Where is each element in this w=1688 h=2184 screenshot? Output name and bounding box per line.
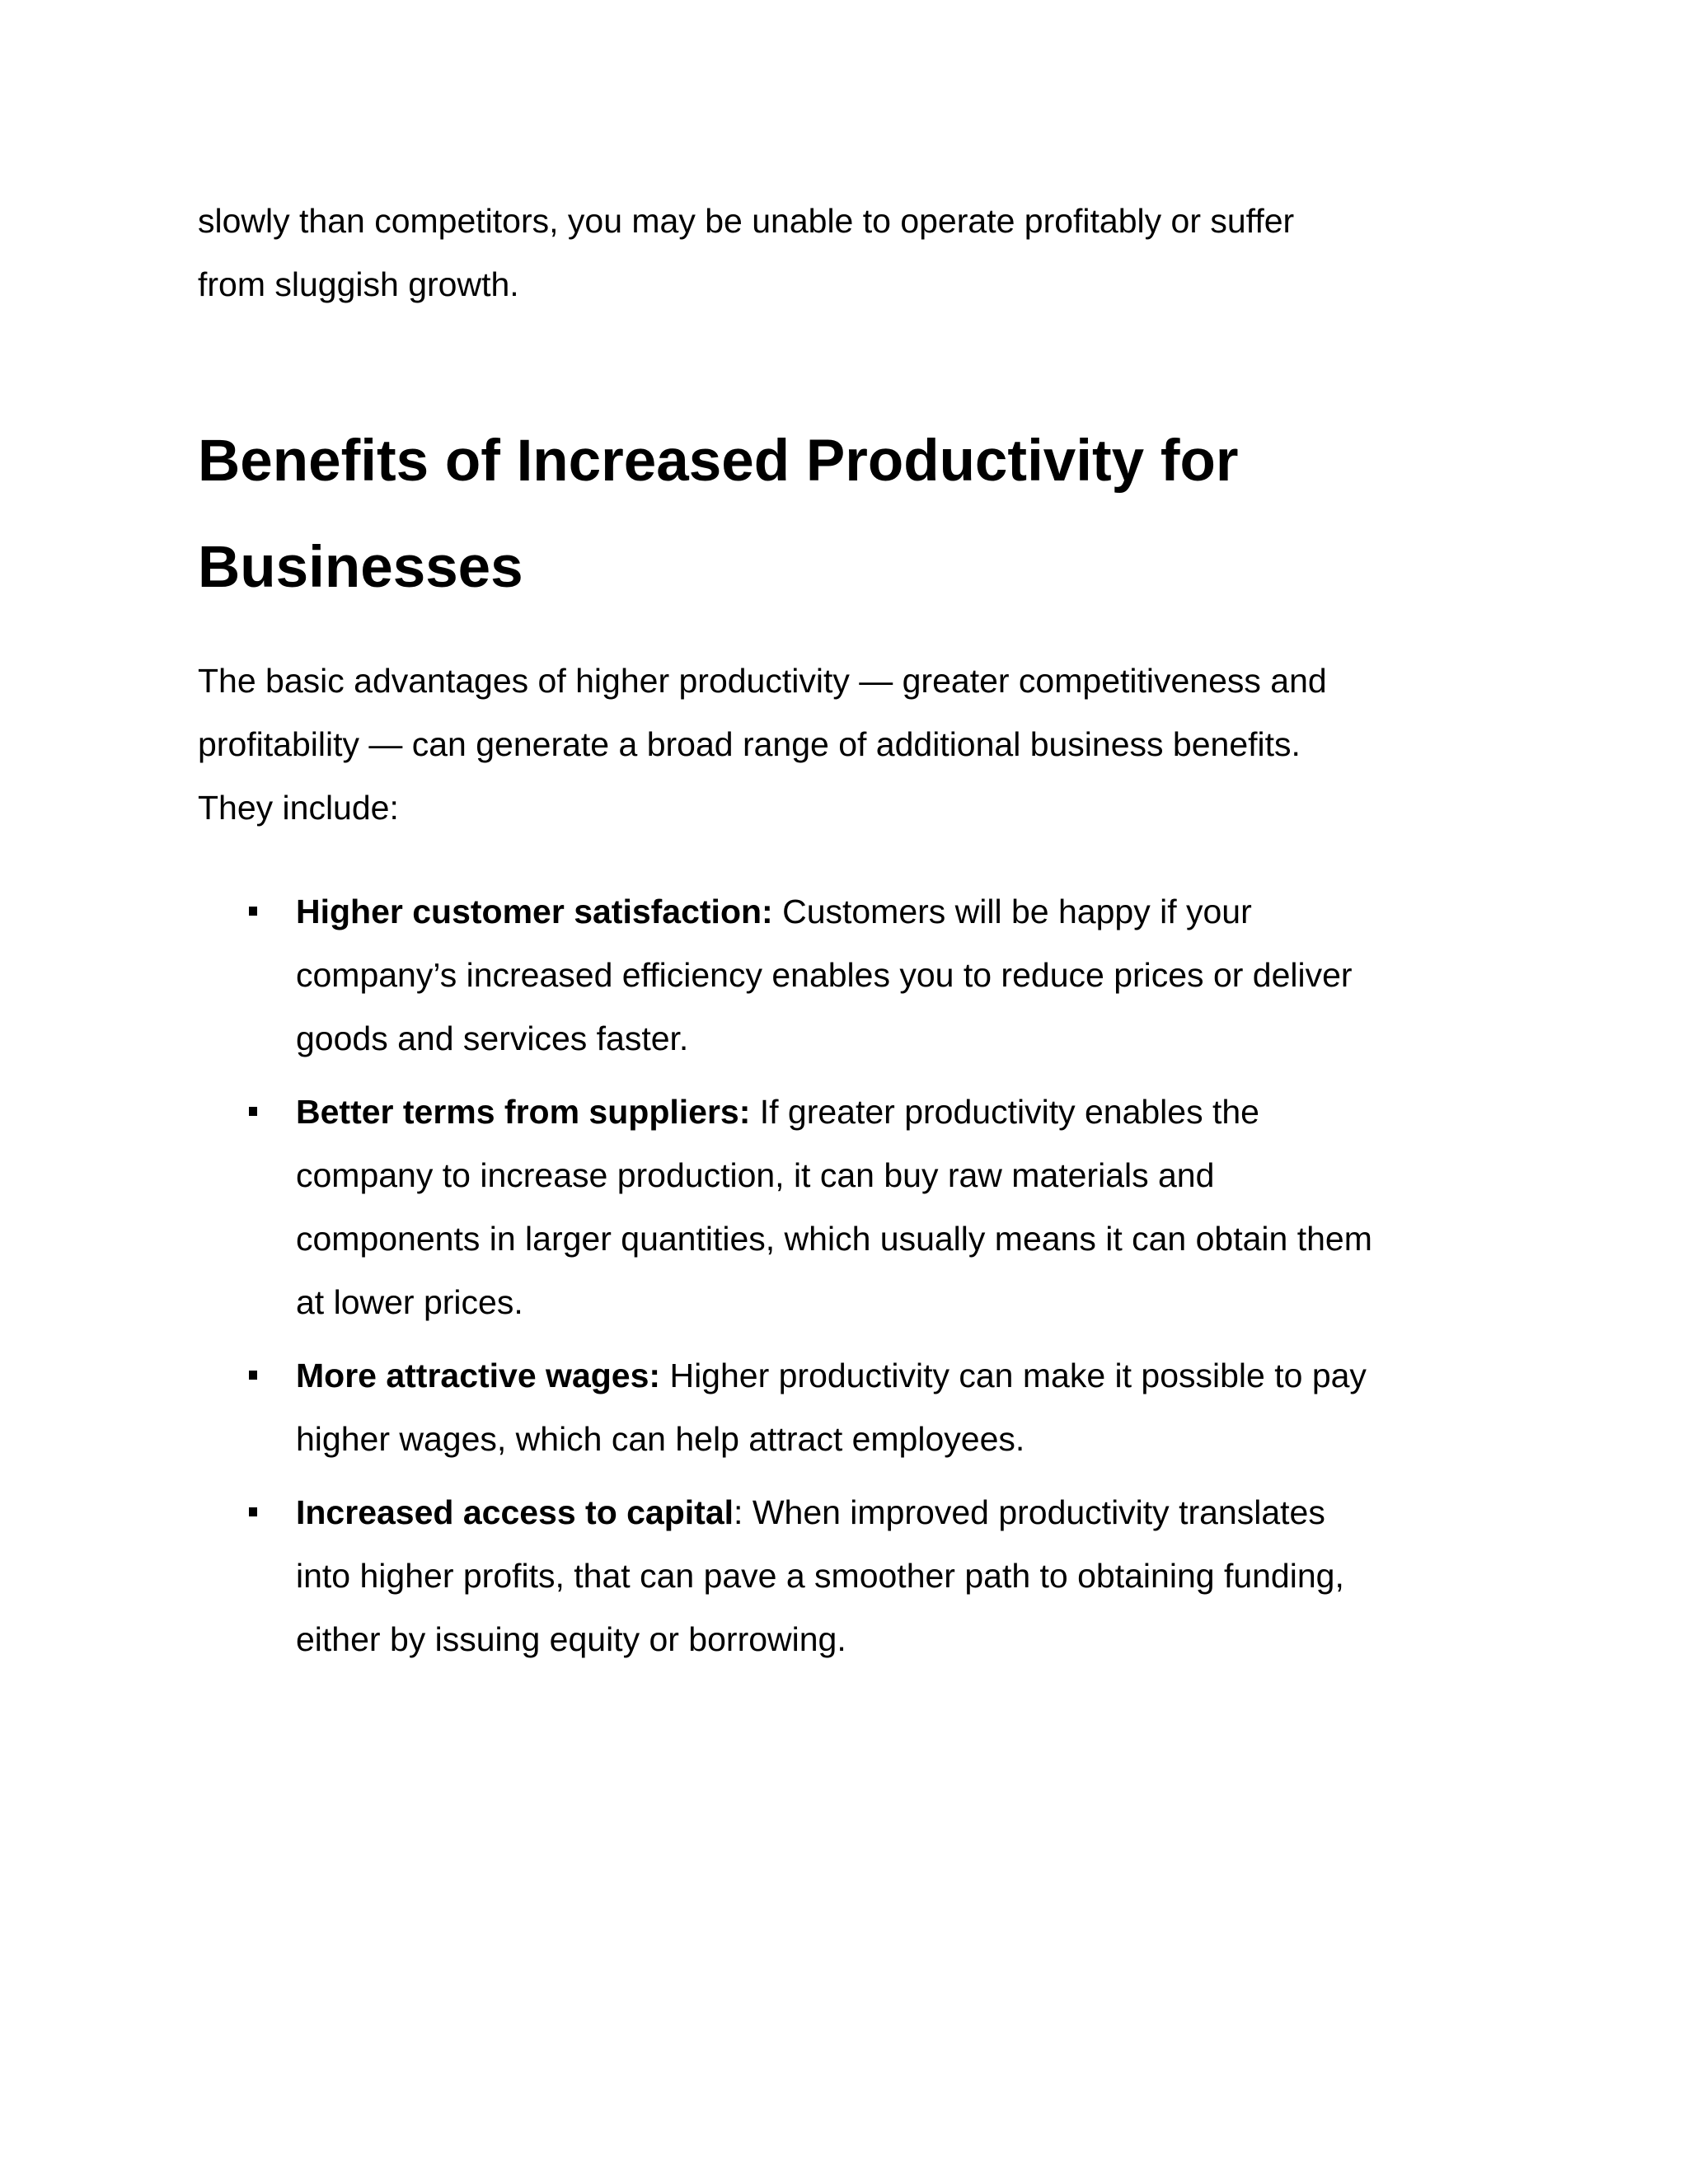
list-item-first-line [296, 880, 1517, 944]
paragraph-line: profitability — can generate a broad range of additional business benefits. [198, 725, 1301, 763]
list-item-term: Increased access to capital [296, 1493, 734, 1531]
square-bullet-icon [249, 907, 257, 916]
list-item-term: More attractive wages: [296, 1357, 661, 1394]
paragraph-line: The basic advantages of higher productivity — greater competitiveness and [198, 662, 1327, 700]
list-item-term: Better terms from suppliers: [296, 1093, 751, 1131]
square-bullet-icon [249, 1107, 257, 1116]
page-content [198, 190, 1517, 1671]
paragraph-line: from sluggish growth. [198, 265, 519, 303]
paragraph-line: slowly than competitors, you may be unable to operate profitably or suffer [198, 202, 1295, 240]
list-item-line: either by issuing equity or borrowing. [296, 1620, 846, 1658]
lead-paragraph [198, 649, 1517, 840]
square-bullet-icon [249, 1371, 257, 1380]
heading-line: Businesses [198, 535, 523, 600]
list-item-line: components in larger quantities, which usually means it can obtain them [296, 1220, 1372, 1258]
list-item [198, 1080, 1517, 1334]
heading-line: Benefits of Increased Productivity for [198, 429, 1239, 494]
paragraph-line: They include: [198, 789, 399, 827]
list-item-line: at lower prices. [296, 1283, 523, 1321]
list-item-text: Higher productivity can make it possible to pay [660, 1357, 1367, 1394]
list-item-first-line [296, 1080, 1517, 1144]
list-item-line: company to increase production, it can buy raw materials and [296, 1156, 1215, 1194]
list-item-term: Higher customer satisfaction: [296, 893, 773, 930]
list-item-text: Customers will be happy if your [772, 893, 1252, 930]
list-item-line: higher wages, which can help attract employees. [296, 1420, 1025, 1458]
continuation-paragraph [198, 190, 1517, 316]
list-item [198, 1481, 1517, 1671]
benefits-list [198, 880, 1517, 1671]
section-heading [198, 408, 1517, 621]
list-item-line: company’s increased efficiency enables you to reduce prices or deliver [296, 956, 1353, 994]
list-item-first-line [296, 1344, 1517, 1408]
list-item [198, 1344, 1517, 1471]
list-item-text: If greater productivity enables the [750, 1093, 1259, 1131]
list-item-first-line [296, 1481, 1517, 1544]
list-item-text: : When improved productivity translates [734, 1493, 1325, 1531]
list-item [198, 880, 1517, 1071]
square-bullet-icon [249, 1507, 257, 1516]
list-item-line: into higher profits, that can pave a smoother path to obtaining funding, [296, 1557, 1344, 1595]
list-item-line: goods and services faster. [296, 1019, 689, 1057]
